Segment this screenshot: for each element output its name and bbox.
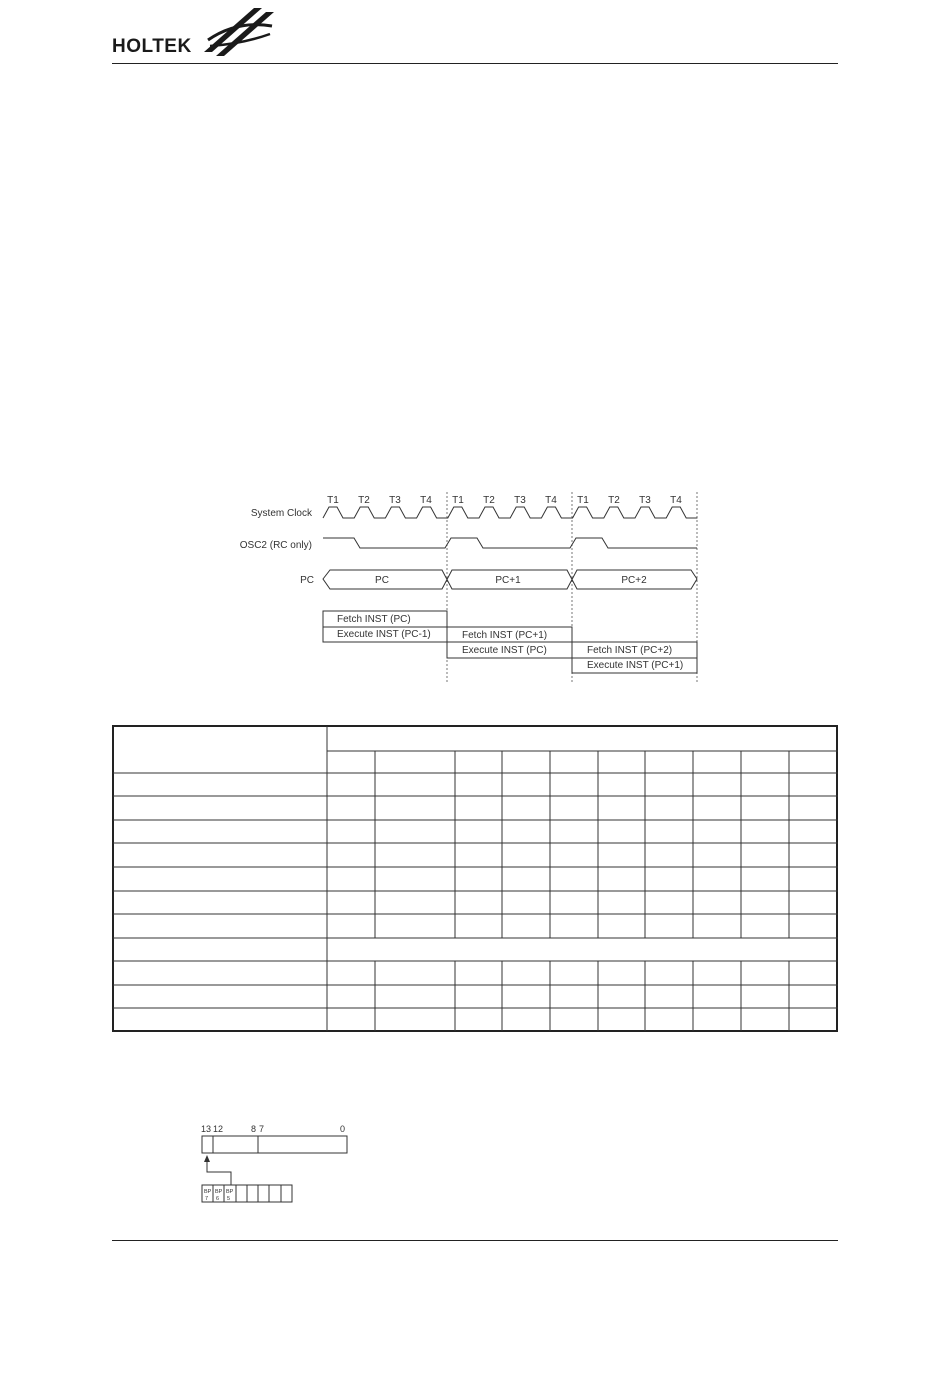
t-label-8: T1 [577,495,589,506]
execute-inst-0: Execute INST (PC-1) [337,629,431,640]
t-label-7: T4 [545,495,557,506]
t-label-3: T4 [420,495,432,506]
pc-value-2: PC+2 [621,575,647,586]
bp-cell-bottom-2: 5 [227,1196,231,1202]
bit-label-8: 8 [251,1124,257,1134]
execute-inst-2: Execute INST (PC+1) [587,660,684,671]
t-label-9: T2 [608,495,620,506]
system-clock-label: System Clock [250,508,312,519]
t-label-1: T2 [358,495,370,506]
bit-label-13: 13 [201,1124,212,1134]
t-label-4: T1 [452,495,464,506]
osc2-waveform [323,538,697,548]
bit-label-0: 0 [340,1124,346,1134]
bp-cell-bottom-1: 6 [216,1196,220,1202]
bp-cell-top-2: BP [226,1189,234,1195]
logo-text: HOLTEK [112,36,192,57]
bit-label-7: 7 [259,1124,265,1134]
fetch-inst-0: Fetch INST (PC) [337,614,411,625]
t-label-6: T3 [514,495,526,506]
t-label-11: T4 [670,495,682,506]
t-label-5: T2 [483,495,495,506]
system-clock-waveform [323,507,697,518]
execute-inst-1: Execute INST (PC) [462,645,547,656]
bp-cell-bottom-0: 7 [205,1196,209,1202]
fetch-inst-2: Fetch INST (PC+2) [587,645,673,656]
t-label-2: T3 [389,495,401,506]
t-label-0: T1 [327,495,339,506]
osc2-label: OSC2 (RC only) [239,540,312,551]
t-labels [327,495,682,506]
fetch-inst-1: Fetch INST (PC+1) [462,630,548,641]
pc-value-0: PC [375,575,389,586]
bp-cell-top-1: BP [215,1189,223,1195]
pc-value-1: PC+1 [495,575,521,586]
footer-rule [112,1240,838,1241]
bit-label-12: 12 [213,1124,224,1134]
pc-label: PC [300,575,314,586]
arrow-up-icon [204,1155,210,1162]
t-label-10: T3 [639,495,651,506]
bp-cell-top-0: BP [204,1189,212,1195]
mode-table [112,725,838,1032]
